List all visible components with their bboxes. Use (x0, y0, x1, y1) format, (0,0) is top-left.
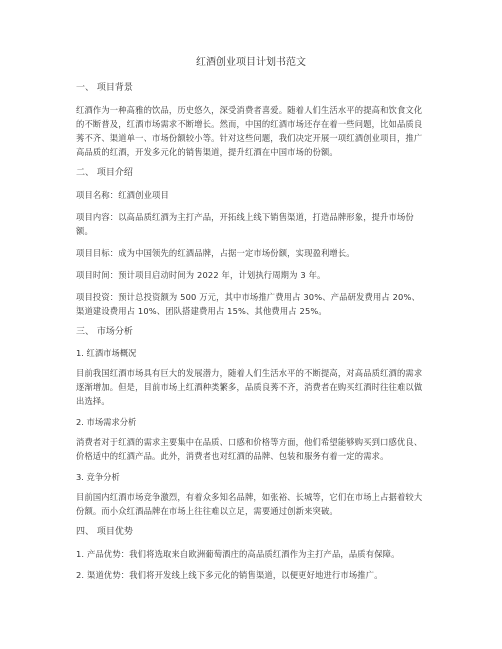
intro-project-content: 项目内容：以高品质红酒为主打产品，开拓线上线下销售渠道，打造品牌形象，提升市场份额。 (76, 212, 414, 236)
market-overview-title: 1. 红酒市场概况 (76, 348, 137, 358)
document-title: 红酒创业项目计划书范文 (196, 57, 306, 68)
intro-project-investment: 项目投资：预计总投资额为 500 万元，其中市场推广费用占 30%、产品研发费用占 20%、渠道建设费用占 10%、团队搭建费用占 15%、其他费用占 25%。 (76, 292, 420, 316)
market-overview-text: 目前我国红酒市场具有巨大的发展潜力，随着人们生活水平的不断提高，对高品质红酒的需求逐渐增加。但是，目前市场上红酒种类繁多，品质良莠不齐，消费者在购买红酒时往往难以做出选择。 (76, 368, 423, 406)
intro-project-name: 项目名称：红酒创业项目 (76, 190, 169, 200)
advantage-product: 1. 产品优势：我们将选取来自欧洲葡萄酒庄的高品质红酒作为主打产品，品质有保障。 (76, 549, 400, 559)
intro-project-goal: 项目目标：成为中国领先的红酒品牌，占据一定市场份额，实现盈利增长。 (76, 248, 355, 258)
advantage-channel: 2. 渠道优势：我们将开发线上线下多元化的销售渠道，以便更好地进行市场推广。 (76, 570, 383, 580)
section-heading-intro: 二、 项目介绍 (76, 168, 133, 178)
market-demand-text: 消费者对于红酒的需求主要集中在品质、口感和价格等方面，他们希望能够购买到口感优良、价格适中的红酒产品。此外，消费者也对红酒的品牌、包装和服务有着一定的需求。 (76, 437, 423, 461)
market-demand-title: 2. 市场需求分析 (76, 417, 137, 427)
market-competition-text: 目前国内红酒市场竞争激烈，有着众多知名品牌，如张裕、长城等，它们在市场上占据着较大份额。而小众红酒品牌在市场上往往难以立足，需要通过创新来突破。 (76, 492, 423, 516)
section-heading-advantages: 四、 项目优势 (76, 527, 133, 537)
section-heading-market: 三、 市场分析 (76, 327, 133, 337)
intro-project-time: 项目时间：预计项目启动时间为 2022 年，计划执行周期为 3 年。 (76, 270, 326, 280)
background-paragraph: 红酒作为一种高雅的饮品，历史悠久，深受消费者喜爱。随着人们生活水平的提高和饮食文化的不断普及，红酒市场需求不断增长。然而，中国的红酒市场还存在着一些问题，比如品质良莠不齐、渠道单一、市场份额较小等。针对这些问题，我们决定开展一项红酒创业项目，推广高品质的红酒，开发多元化的销售渠道，提升红酒在中国市场的份额。 (76, 105, 423, 157)
market-competition-title: 3. 竞争分析 (76, 472, 120, 482)
section-heading-background: 一、 项目背景 (76, 83, 133, 93)
